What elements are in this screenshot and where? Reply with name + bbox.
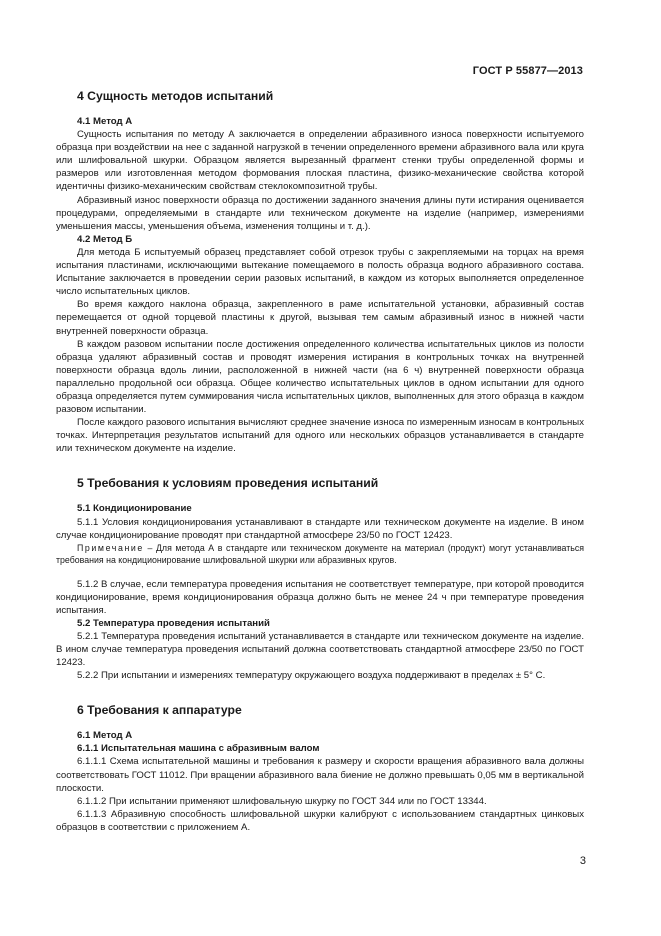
subsection-4-2-title: 4.2 Метод Б: [77, 233, 133, 245]
paragraph: 6.1.1.3 Абразивную способность шлифовальной шкурки калибруют с использованием стандартных цинковых образцов в соответствии с приложением А.: [56, 808, 584, 833]
subsection-5-2-title: 5.2 Температура проведения испытаний: [77, 617, 270, 629]
paragraph: 6.1.1.2 При испытании применяют шлифовальную шкурку по ГОСТ 344 или по ГОСТ 13344.: [77, 795, 487, 807]
subsection-6-1-title: 6.1 Метод А: [77, 730, 133, 742]
note-label: Примечание: [77, 542, 144, 553]
section-5-title: 5 Требования к условиям проведения испытаний: [77, 476, 379, 491]
paragraph: После каждого разового испытания вычисляют среднее значение износа по измеренным износам в контрольных точках. Интерпретация результатов испытаний для одного или нескольких образцов устанавливается в стандарте или техническом документе на изделие.: [56, 417, 584, 455]
page-number: 3: [579, 855, 586, 867]
note-text: – Для метода А в стандарте или техническом документе на материал (продукт) могут устанавливаться требования на кондиционирование шлифовальной шкурки или абразивных кругов.: [56, 542, 584, 566]
section-6-title: 6 Требования к аппаратуре: [77, 703, 242, 718]
paragraph: 6.1.1.1 Схема испытательной машины и требования к размеру и скорости вращения абразивного вала должны соответствовать ГОСТ 11012. При вращении абразивного вала биение не должно превышать 0,05 мм в вертикальной плоскости.: [56, 756, 584, 794]
subsection-5-1-title: 5.1 Кондиционирование: [77, 503, 192, 515]
paragraph: 5.1.1 Условия кондиционирования устанавливают в стандарте или техническом документе на изделие. В ином случае кондиционирование проводят при стандартной атмосфере 23/50 по ГОСТ 12423.: [56, 516, 584, 541]
paragraph: 5.1.2 В случае, если температура проведения испытания не соответствует температуре, при которой проводится кондиционирование, время кондиционирования образца должно быть не менее 24 ч при температуре проведения испытания.: [56, 578, 584, 616]
paragraph: Сущность испытания по методу А заключается в определении абразивного износа поверхности испытуемого образца при воздействии на нее с заданной нагрузкой в течении определенного времени абразивного вала или круга или шлифовальной шкурки. Образцом является вырезанный фрагмент стенки трубы определенной формы и размеров или изготовленная методом формования плоская пластина, физико-механические свойства которой идентичны физико-механическим свойствам стеклокомпозитной трубы.: [56, 129, 584, 193]
section-4-title: 4 Сущность методов испытаний: [77, 89, 274, 103]
subsection-4-1-title: 4.1 Метод А: [77, 116, 133, 127]
subsection-6-1-1-title: 6.1.1 Испытательная машина с абразивным валом: [77, 743, 320, 755]
paragraph: 5.2.1 Температура проведения испытаний устанавливается в стандарте или техническом документе на изделие. В ином случае температура проведения испытаний должна соответствовать стандартной атмосфере 23/50 по ГОСТ 12423.: [56, 630, 584, 669]
note: [56, 542, 584, 567]
paragraph: Для метода Б испытуемый образец представляет собой отрезок трубы с закрепляемыми на торцах на время испытания пластинами, исключающими вытекание помещаемого в полость образца водного абразивного состава. Испытание заключается в проведении серии разовых испытаний, в каждом из которых выполняется определенное число испытательных циклов.: [56, 246, 584, 298]
paragraph: В каждом разовом испытании после достижения определенного количества испытательных циклов из полости образца удаляют абразивный состав и проводят измерения истирания в контрольных точках на внутренней поверхности образца вдоль линии, расположенной в нижней части (на 6 ч) внутренней поверхности образца параллельно продольной оси образца. Общее количество испытательных циклов в одном испытании для одного образца определяется путем суммирования числа испытательных циклов, выполненных для этого образца в каждом разовом испытании.: [56, 338, 584, 416]
page-content: [56, 88, 584, 834]
standard-designation: ГОСТ Р 55877—2013: [472, 65, 583, 77]
paragraph: Во время каждого наклона образца, закрепленного в раме испытательной установки, абразивный состав перемещается от одной торцевой пластины к другой, вызывая тем самым абразивный износ в нижней части внутренней поверхности образца.: [56, 299, 584, 337]
paragraph: Абразивный износ поверхности образца по достижении заданного значения длины пути истирания оценивается процедурами, определяемыми в стандарте или техническом документе на изделие (например, измерениями уменьшения массы, уменьшения объема, изменения толщины и т. д.).: [56, 194, 584, 232]
paragraph: 5.2.2 При испытании и измерениях температуру окружающего воздуха поддерживают в пределах ± 5° С.: [77, 670, 546, 682]
